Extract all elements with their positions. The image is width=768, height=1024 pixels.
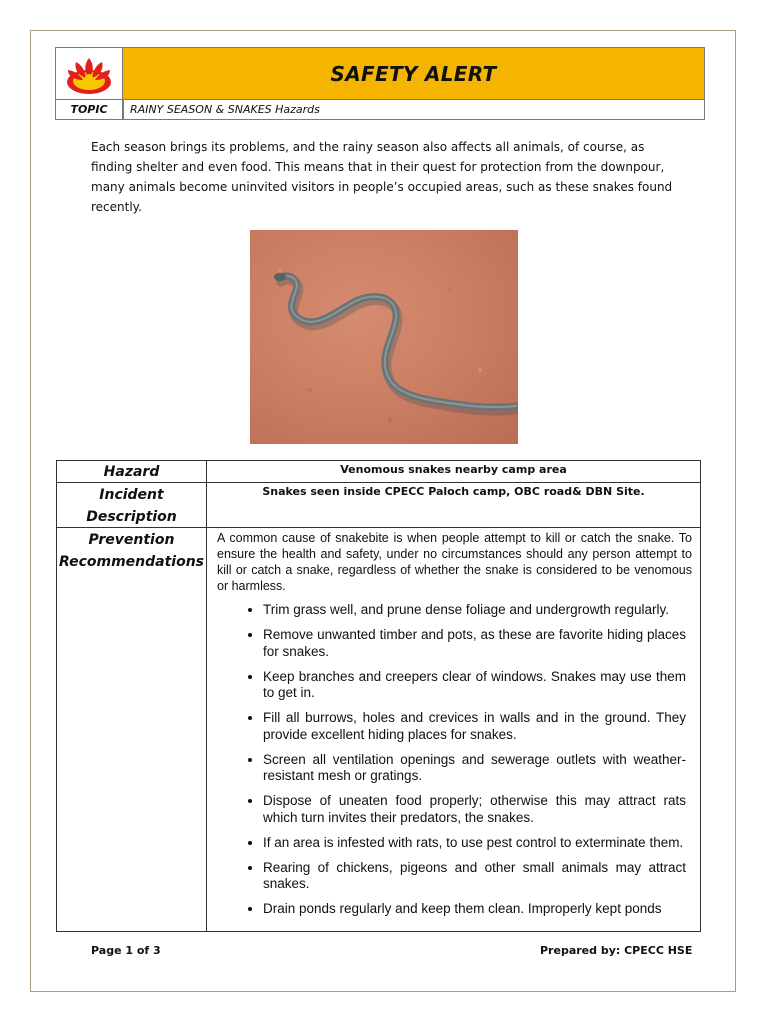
list-item: • Remove unwanted timber and pots, as these are favorite hiding places for snakes. [263, 627, 686, 660]
incident-label: Incident Description [56, 482, 207, 528]
incident-value: Snakes seen inside CPECC Paloch camp, OBC road& DBN Site. [206, 482, 701, 528]
list-item: • Drain ponds regularly and keep them clean. Improperly kept ponds [263, 901, 686, 918]
prevention-list [207, 602, 700, 918]
alert-header [55, 47, 705, 121]
prevention-intro: A common cause of snakebite is when people attempt to kill or catch the snake. To ensure the health and safety, under no circumstances should any person attempt to kill or catch a snake, regardless of whether the snake is considered to be venomous or harmless. [217, 531, 692, 593]
company-logo [55, 47, 123, 100]
list-item: • If an area is infested with rats, to use pest control to exterminate them. [263, 835, 686, 852]
intro-paragraph: Each season brings its problems, and the rainy season also affects all animals, of course, as finding shelter and even food. This means that in their quest for protection from the downpour, many animals become uninvited visitors in people’s occupied areas, such as these snakes found recently. [91, 140, 673, 214]
topic-value: RAINY SEASON & SNAKES Hazards [123, 100, 705, 120]
snake-image [250, 230, 518, 444]
prevention-content [206, 527, 701, 932]
prepared-by: Prepared by: CPECC HSE [540, 944, 693, 957]
list-item: • Screen all ventilation openings and sewerage outlets with weather-resistant mesh or gratings. [263, 752, 686, 785]
hazard-value: Venomous snakes nearby camp area [206, 460, 701, 483]
page-number: Page 1 of 3 [91, 944, 161, 957]
list-item: • Fill all burrows, holes and crevices in walls and in the ground. They provide excellent hiding places for snakes. [263, 710, 686, 743]
list-item: • Dispose of uneaten food properly; otherwise this may attract rats which turn invites their predators, the snakes. [263, 793, 686, 826]
prevention-label: Prevention Recommendations [56, 527, 207, 932]
list-item: • Rearing of chickens, pigeons and other small animals may attract snakes. [263, 860, 686, 893]
petal-logo-icon [56, 48, 122, 99]
list-item: • Keep branches and creepers clear of windows. Snakes may use them to get in. [263, 669, 686, 702]
topic-label: TOPIC [55, 100, 123, 120]
list-item: • Trim grass well, and prune dense foliage and undergrowth regularly. [263, 602, 686, 619]
alert-title: SAFETY ALERT [330, 61, 497, 86]
hazard-label: Hazard [56, 460, 207, 483]
hazard-table [56, 460, 701, 932]
snake-photo [250, 230, 518, 444]
title-bar [123, 47, 705, 100]
